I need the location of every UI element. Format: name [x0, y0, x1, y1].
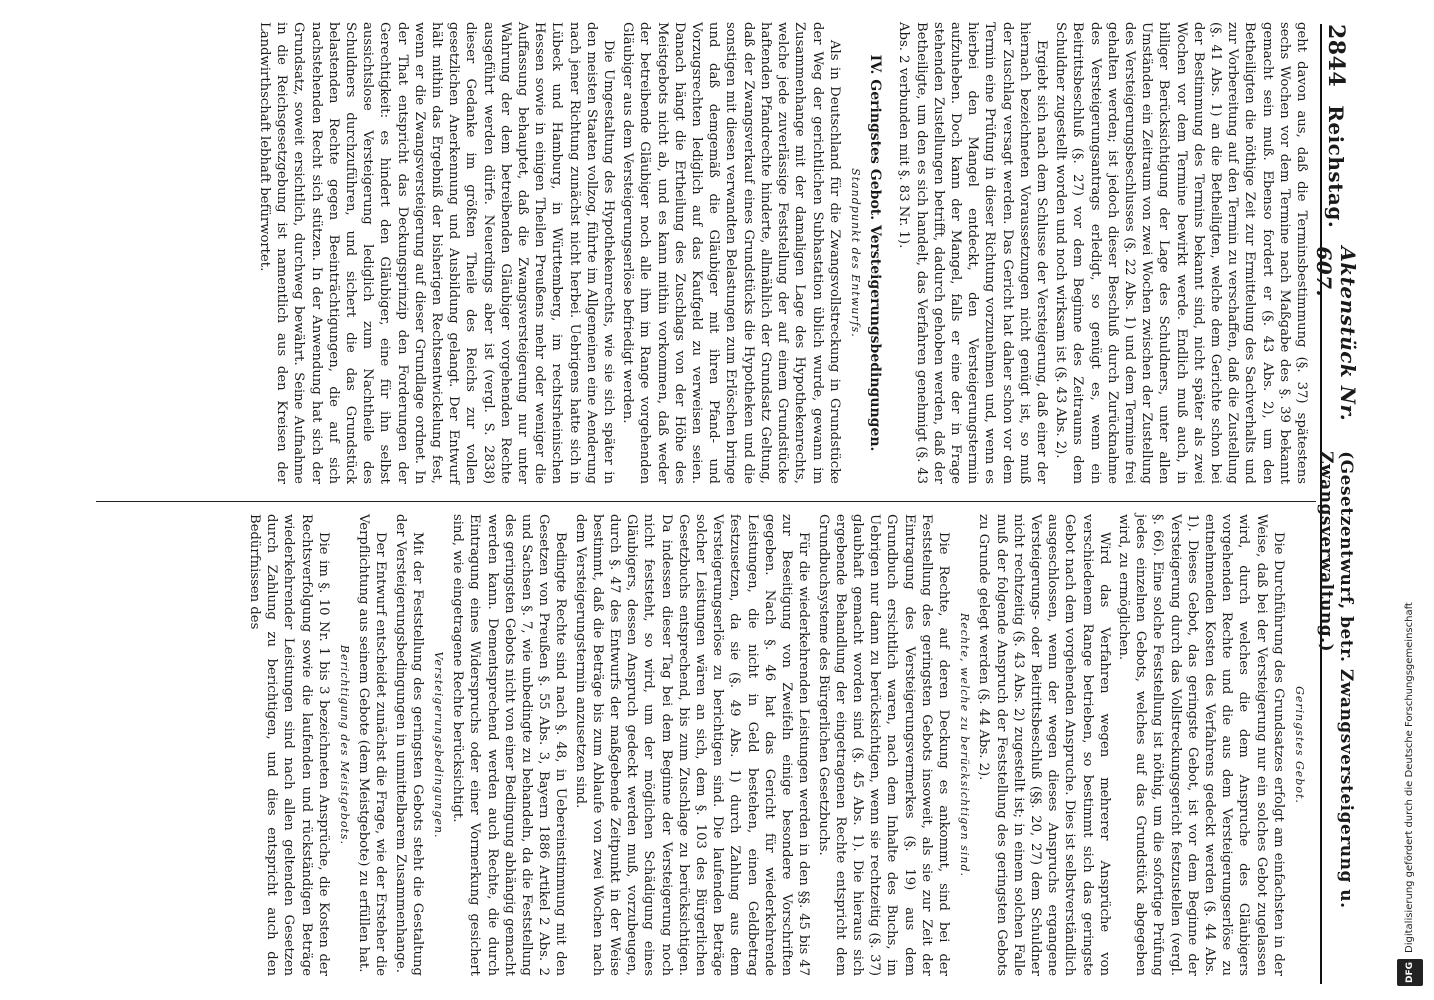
paragraph: Bedingte Rechte sind nach §. 48, in Uebereinstimmung mit den Gesetzen von Preußen §. 55 Abs. 3, Bayern 1886 Artikel 2 Abs. 2 und Sachsen §. 7, wie unbedingte zu behandeln, da die Feststellung des geringsten Gebots nicht von einer Bedingung abhängig gemacht werden kann. Dementsprechend werden auch Rechte, die durch Eintragung eines Widerspruchs oder einer Vormerkung gesichert sind, wie eingetragene Rechte berücksichtigt.	[450, 514, 569, 976]
digitization-credit	[1398, 0, 1422, 1000]
header-left-label: Reichstag.	[1324, 105, 1348, 229]
paragraph: Die Rechte, auf deren Deckung es ankommt, sind bei der Feststellung des geringsten Gebots insoweit, als sie zur Zeit der Eintragung des Versteigerungsvermerkes (§. 19) aus dem Grundbuch ersichtlich waren, nach dem Inhalte des Buchs, im Uebrigen nur dann zu berücksichtigen, wenn sie rechtzeitig (§. 37) glaubhaft gemacht worden sind (§. 45 Abs. 1). Die hieraus sich ergebende Behandlung der eingetragenen Rechte entspricht dem Grundbuchsysteme des Bürgerlichen Gesetzbuchs.	[815, 514, 951, 976]
paragraph: Als in Deutschland für die Zwangsvollstreckung in Grundstücke der Weg der gerichtlichen Subhastation üblich wurde, gewann im Zusammenhange mit der damaligen Lage des Hypothekenrechts, welche jede zuverlässige Feststellung der auf einem Grundstücke haftenden Pfandrechte hinderte, allmählich der Grundsatz Geltung, daß der Zwangsverkauf eines Grundstücks die Hypotheken und die sonstigen mit diesen verwandten Belastungen zum Erlöschen bringe und daß demgemäß die Gläubiger mit ihren Pfand- und Vorzugsrechten lediglich auf das Kaufgeld zu verweisen seien. Danach hängt die Ertheilung des Zuschlags von der Höhe des Meistgebots nicht ab, und es kann mithin vorkommen, daß weder der betreibende Gläubiger noch alle ihm im Range vorgehenden Gläubiger aus dem Versteigerungserlöse befriedigt werden.	[620, 22, 842, 484]
paragraph: Für die wiederkehrenden Leistungen werden in den §§. 45 bis 47 zur Beseitigung von Zweifeln einige besondere Vorschriften gegeben. Nach §. 46 hat das Gericht für wiederkehrende Leistungen, die nicht in Geld bestehen, einen Geldbetrag festzusetzen, da sie (§. 49 Abs. 1) durch Zahlung aus dem Versteigerungserlöse zu berichtigen sind. Die laufenden Beträge solcher Leistungen wären an sich, dem §. 103 des Bürgerlichen Gesetzbuchs entsprechend, bis zum Zuschlage zu berücksichtigen. Da indessen dieser Tag bei dem Beginne der Versteigerung noch nicht feststeht, so wird, um der möglichen Schädigung eines Gläubigers, dessen Anspruch gedeckt werden muß, vorzubeugen, durch §. 47 des Entwurfs der maßgebende Zeitpunkt in der Weise bestimmt, daß die Beträge bis zum Ablaufe von zwei Wochen nach dem Versteigerungstermin anzusetzen sind.	[572, 514, 812, 976]
paragraph: Der Entwurf entscheidet zunächst die Frage, wie der Ersteher die Verpflichtung aus seinem Gebote (dem Meistgebote) zu erfüllen hat.	[356, 514, 389, 976]
paragraph: Ergiebt sich nach dem Schlusse der Versteigerung, daß einer der hiernach bezeichneten Voraussetzungen nicht genügt ist, so muß der Zuschlag versagt werden. Das Gericht hat daher schon vor dem Termin eine Prüfung in dieser Richtung vorzunehmen und, wenn es hierbei den Mangel entdeckt, den Versteigerungstermin aufzuheben. Doch kann der Mangel, falls er eine der in Frage stehenden Zustellungen betrifft, dadurch gehoben werden, daß der Betheiligte, um den es sich handelt, das Verfahren genehmigt (§. 43 Abs. 2 verbunden mit §. 83 Nr. 1).	[896, 22, 1049, 484]
column-divider	[96, 501, 1316, 502]
section-heading: IV. Geringstes Gebot. Versteigerungsbedingungen.	[867, 54, 884, 452]
paragraph: Wird das Verfahren wegen mehrerer Ansprüche von verschiedenem Range betrieben, so bestimmt sich das geringste Gebot nach dem vorgehenden Anspruche. Dies ist selbstverständlich ausgeschlossen, wenn der wegen dieses Anspruchs ergangene Versteigerungs- oder Beitrittsbeschluß (§§. 20, 27) dem Schuldner nicht rechtzeitig (§. 43 Abs. 2) zugestellt ist; in einem solchen Falle muß der folgende Anspruch der Feststellung des geringsten Gebots zu Grunde gelegt werden (§. 44 Abs. 2).	[976, 514, 1112, 976]
document-title: Aktenstück Nr. 607.	[1312, 246, 1360, 422]
left-column	[254, 22, 1310, 484]
right-column	[244, 514, 1310, 976]
page-header	[1312, 24, 1360, 984]
dfg-logo: DFG	[1397, 959, 1423, 986]
section-subheading: Geringstes Gebot.	[1293, 686, 1306, 804]
paragraph: geht davon aus, daß die Terminsbestimmung (§. 37) spätestens sechs Wochen vor dem Termine nach Maßgabe des §. 39 bekannt gemacht sein muß. Ebenso fordert er (§. 43 Abs. 2), um den Betheiligten die nöthige Zeit zur Ermittelung des Sachverhalts und zur Vorbereitung auf den Termin zu verschaffen, daß die Zustellung (§. 41 Abs. 1) an die Betheiligten, welche dem Gerichte schon bei der Bestimmung des Termins bekannt sind, nicht später als zwei Wochen vor dem Termine bewirkt werde. Endlich muß auch, in billiger Berücksichtigung der Lage des Schuldners, unter allen Umständen ein Zeitraum von zwei Wochen zwischen der Zustellung des Versteigerungsbeschlusses (§. 22 Abs. 1) und dem Termine frei gehalten werden; ist jedoch dieser Beschluß durch Zurücknahme des Versteigerungsantrags erledigt, so genügt es, wenn ein Beitrittsbeschluß (§. 27) vor dem Beginne des Zeitraums dem Schuldner zugestellt worden und noch wirksam ist (§. 43 Abs. 2).	[1053, 22, 1309, 484]
section-subheading: Berichtigung des Meistgebots.	[338, 644, 352, 846]
paragraph: Die Durchführung des Grundsatzes erfolgt am einfachsten in der Weise, daß bei der Versteigerung nur ein solches Gebot zugelassen wird, durch welches die dem Anspruche des Gläubigers vorgehenden Rechte und die aus dem Versteigerungserlöse zu entnehmenden Kosten des Verfahrens gedeckt werden (§. 44 Abs. 1). Dieses Gebot, das geringste Gebot, ist vor dem Beginne der Versteigerung durch das Vollstreckungsgericht festzustellen (vergl. §. 66). Eine solche Feststellung ist nöthig, um die sofortige Prüfung jedes einzelnen Gebots, welches auf das Grundstück abgegeben wird, zu ermöglichen.	[1115, 514, 1286, 976]
page-number: 2844	[1323, 24, 1349, 88]
document-subtitle: (Gesetzentwurf, betr. Zwangsversteigerung u. Zwangsverwaltung.)	[1316, 451, 1356, 909]
paragraph: Mit der Feststellung des geringsten Gebots steht die Gestaltung der Versteigerungsbedingungen in unmittelbarem Zusammenhange.	[392, 514, 425, 976]
paragraph: Die Umgestaltung des Hypothekenrechts, wie sie sich später in den meisten Staaten vollzog, führte im Allgemeinen eine Aenderung nach jener Richtung zunächst nicht herbei. Uebrigens hatte sich in Lübeck und Hamburg, in Württemberg, im rechtsrheinischen Hessen sowie in einigen Theilen Preußens mehr oder weniger die Auffassung behauptet, daß die Zwangsversteigerung nur unter Wahrung der dem betreibenden Gläubiger vorgehenden Rechte ausgeführt werden dürfe. Neuerdings aber ist (vergl. S. 2838) dieser Gedanke im größten Theile des Reichs zur vollen gesetzlichen Anerkennung und Ausbildung gelangt. Der Entwurf hält mithin das Ergebniß der bisherigen Rechtsentwickelung fest, wenn er die Zwangsversteigerung auf dieser Grundlage ordnet. In der That entspricht das Deckungsprinzip den Forderungen der Gerechtigkeit: es hindert den Gläubiger, eine für ihn selbst aussichtslose Versteigerung lediglich zum Nachtheile des Schuldners durchzuführen, und sichert die das Grundstück belastenden Rechte gegen Beeinträchtigungen, die auf sich nachstehenden Recht sich stützen. In der Anwendung hat sich der Grundsatz, soweit ersichtlich, durchweg bewährt. Seine Aufnahme in die Reichsgesetzgebung ist namentlich aus den Kreisen der Landwirthschaft lebhaft befürwortet.	[257, 22, 617, 484]
credit-text: Digitalisierung gefördert durch die Deutsche Forschungsgemeinschaft	[1404, 602, 1415, 953]
section-subheading: Rechte, welche zu berücksichtigen sind.	[958, 612, 972, 878]
paragraph: Die im §. 10 Nr. 1 bis 3 bezeichneten Ansprüche, die Kosten der Rechtsverfolgung sowie die laufenden und rückständigen Beträge wiederkehrender Leistungen sind nach allen geltenden Gesetzen durch Zahlung zu berichtigen, und dies entspricht auch den Bedürfnissen des	[247, 514, 331, 976]
section-subheading: Standpunkt des Entwurfs.	[848, 168, 862, 338]
section-subheading: Versteigerungsbedingungen.	[432, 651, 446, 839]
